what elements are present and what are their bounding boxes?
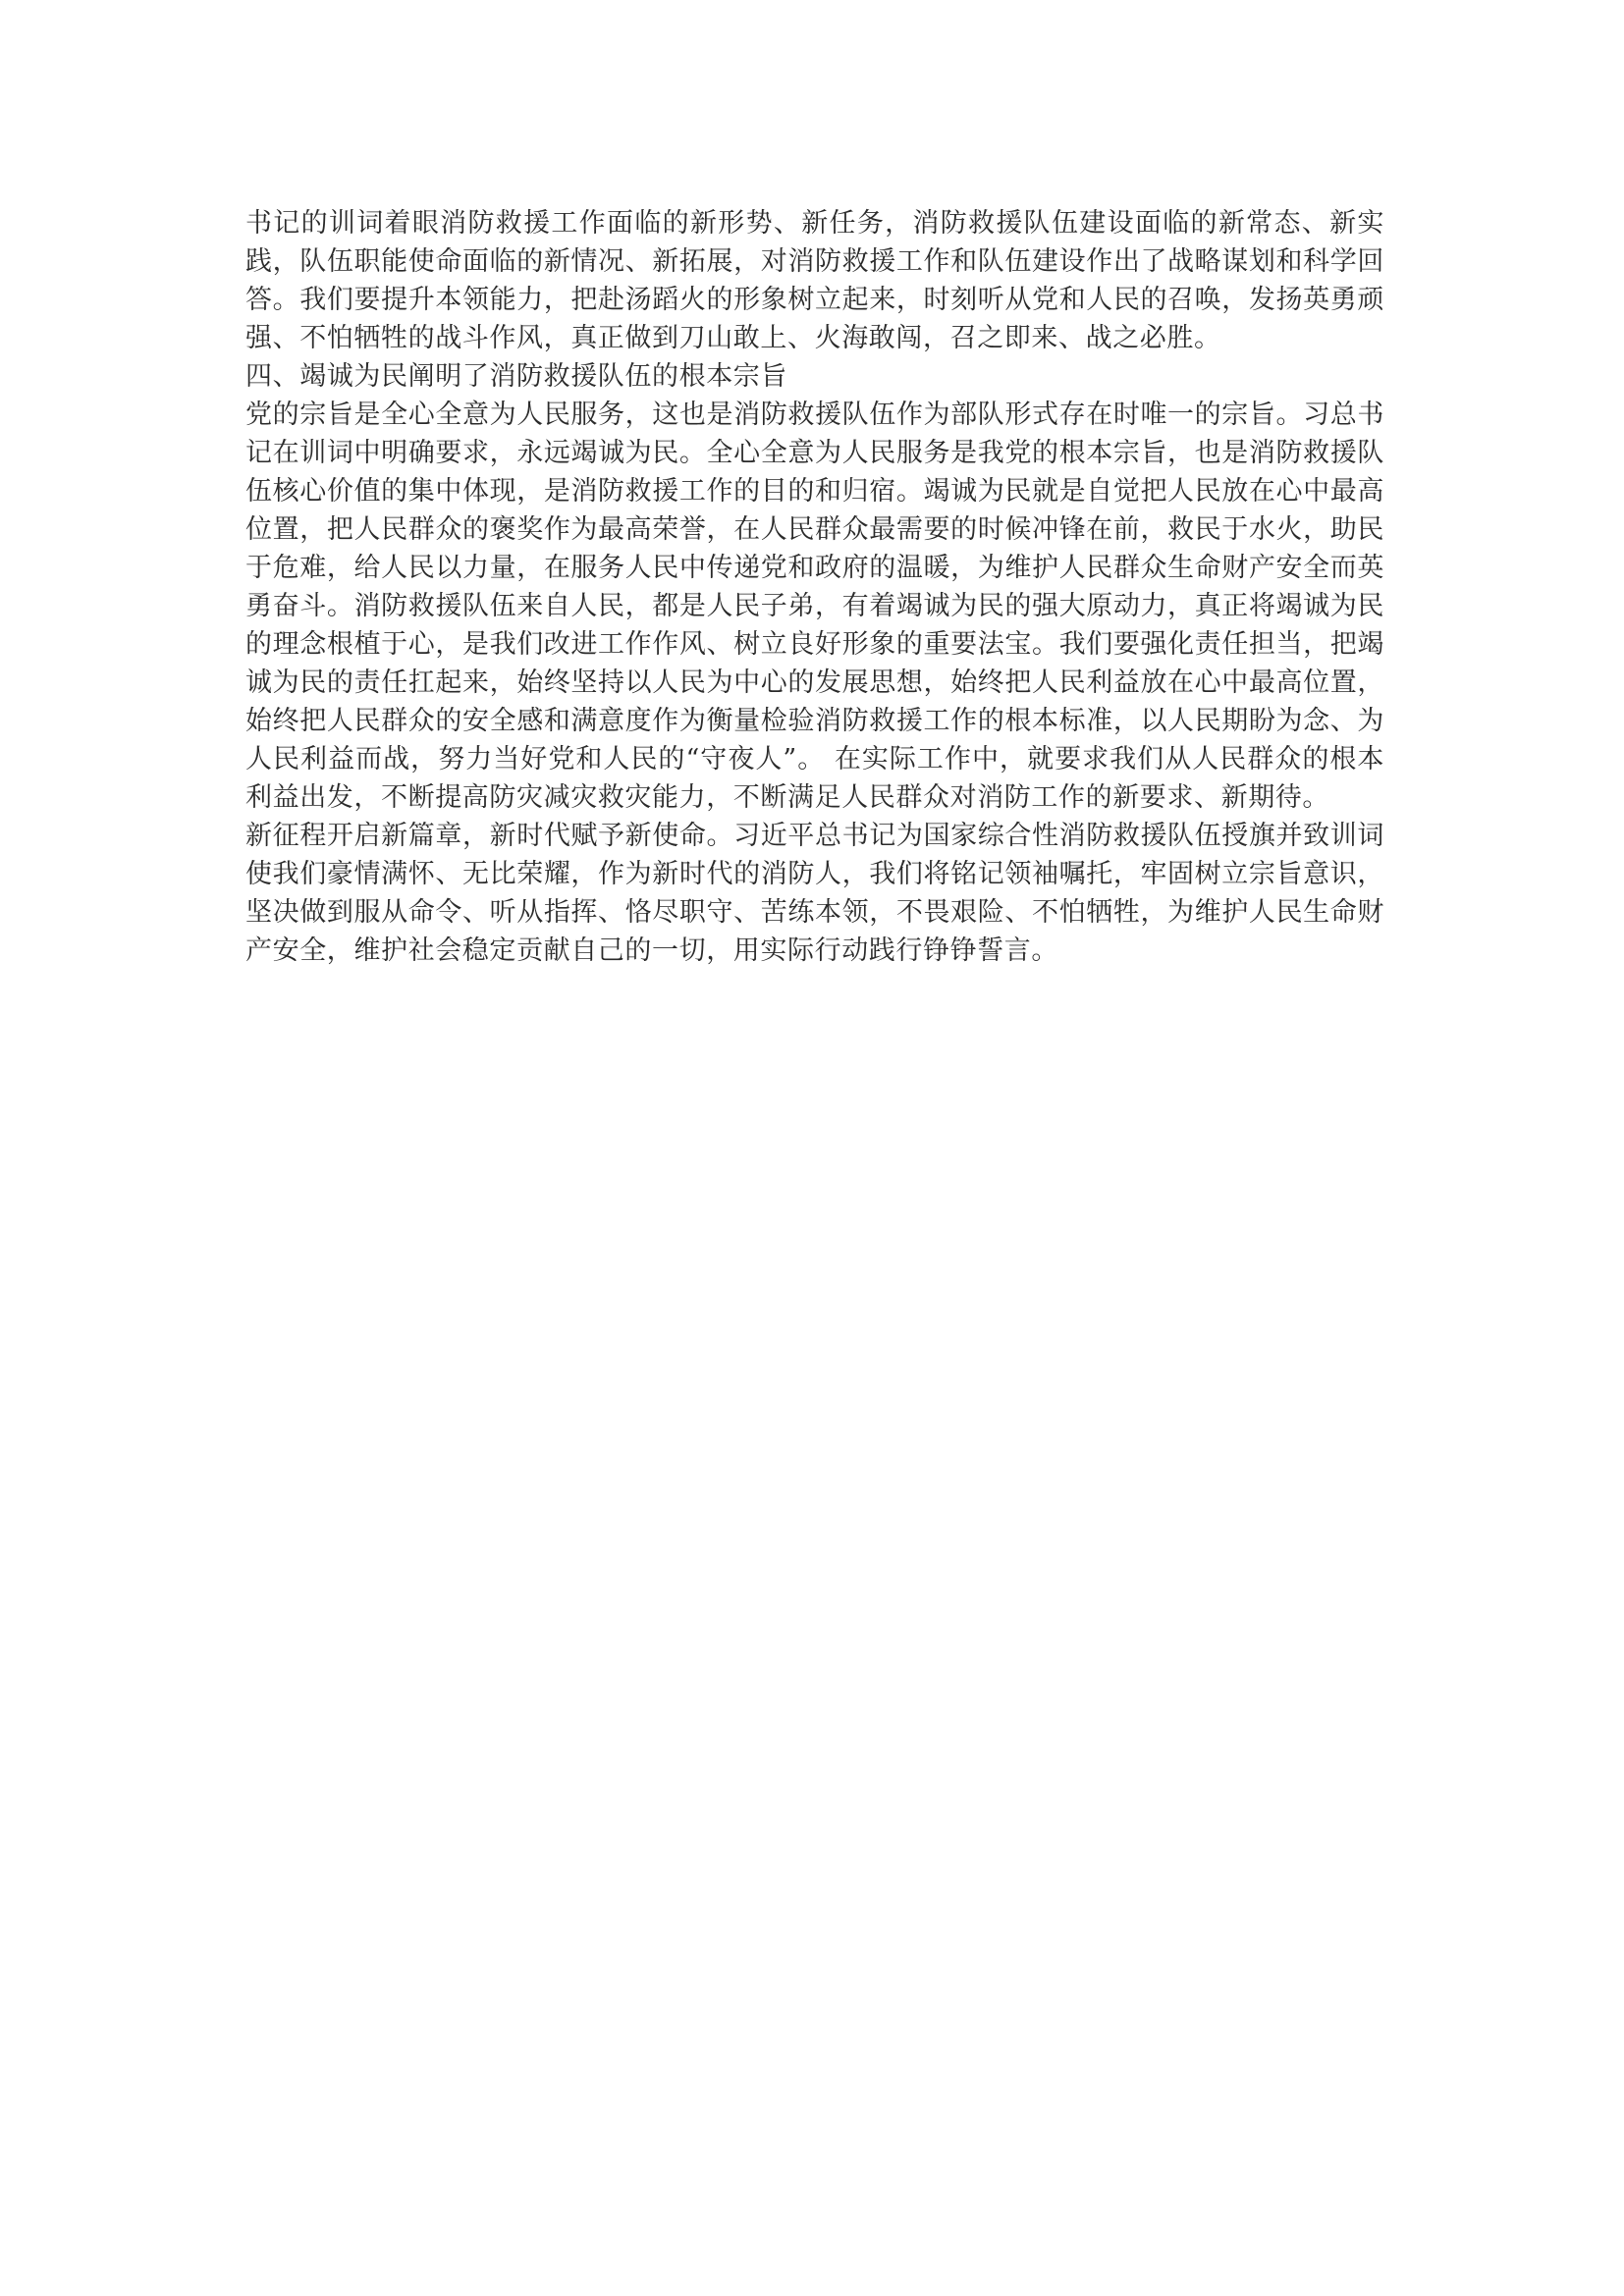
- paragraph-fundamental-purpose: 党的宗旨是全心全意为人民服务，这也是消防救援队伍作为部队形式存在时唯一的宗旨。习总书记在训词中明确要求，永远竭诚为民。全心全意为人民服务是我党的根本宗旨，也是消防救援队伍核心价值的集中体现，是消防救援工作的目的和归宿。竭诚为民就是自觉把人民放在心中最高位置，把人民群众的褒奖作为最高荣誉，在人民群众最需要的时候冲锋在前，救民于水火，助民于危难，给人民以力量，在服务人民中传递党和政府的温暖，为维护人民群众生命财产安全而英勇奋斗。消防救援队伍来自人民，都是人民子弟，有着竭诚为民的强大原动力，真正将竭诚为民的理念根植于心，是我们改进工作作风、树立良好形象的重要法宝。我们要强化责任担当，把竭诚为民的责任扛起来，始终坚持以人民为中心的发展思想，始终把人民利益放在心中最高位置，始终把人民群众的安全感和满意度作为衡量检验消防救援工作的根本标准，以人民期盼为念、为人民利益而战，努力当好党和人民的“守夜人”。 在实际工作中，就要求我们从人民群众的根本利益出发，不断提高防灾减灾救灾能力，不断满足人民群众对消防工作的新要求、新期待。: [245, 400, 1384, 813]
- document-body: [245, 204, 1384, 970]
- section-heading-serve-people: 四、竭诚为民阐明了消防救援队伍的根本宗旨: [245, 361, 787, 392]
- paragraph-training-speech: 书记的训词着眼消防救援工作面临的新形势、新任务，消防救援队伍建设面临的新常态、新实践，队伍职能使命面临的新情况、新拓展，对消防救援工作和队伍建设作出了战略谋划和科学回答。我们要提升本领能力，把赴汤蹈火的形象树立起来，时刻听从党和人民的召唤，发扬英勇顽强、不怕牺牲的战斗作风，真正做到刀山敢上、火海敢闯，召之即来、战之必胜。: [245, 208, 1384, 353]
- paragraph-new-era-mission: 新征程开启新篇章，新时代赋予新使命。习近平总书记为国家综合性消防救援队伍授旗并致训词使我们豪情满怀、无比荣耀，作为新时代的消防人，我们将铭记领袖嘱托，牢固树立宗旨意识，坚决做到服从命令、听从指挥、恪尽职守、苦练本领，不畏艰险、不怕牺牲，为维护人民生命财产安全，维护社会稳定贡献自己的一切，用实际行动践行铮铮誓言。: [245, 821, 1384, 966]
